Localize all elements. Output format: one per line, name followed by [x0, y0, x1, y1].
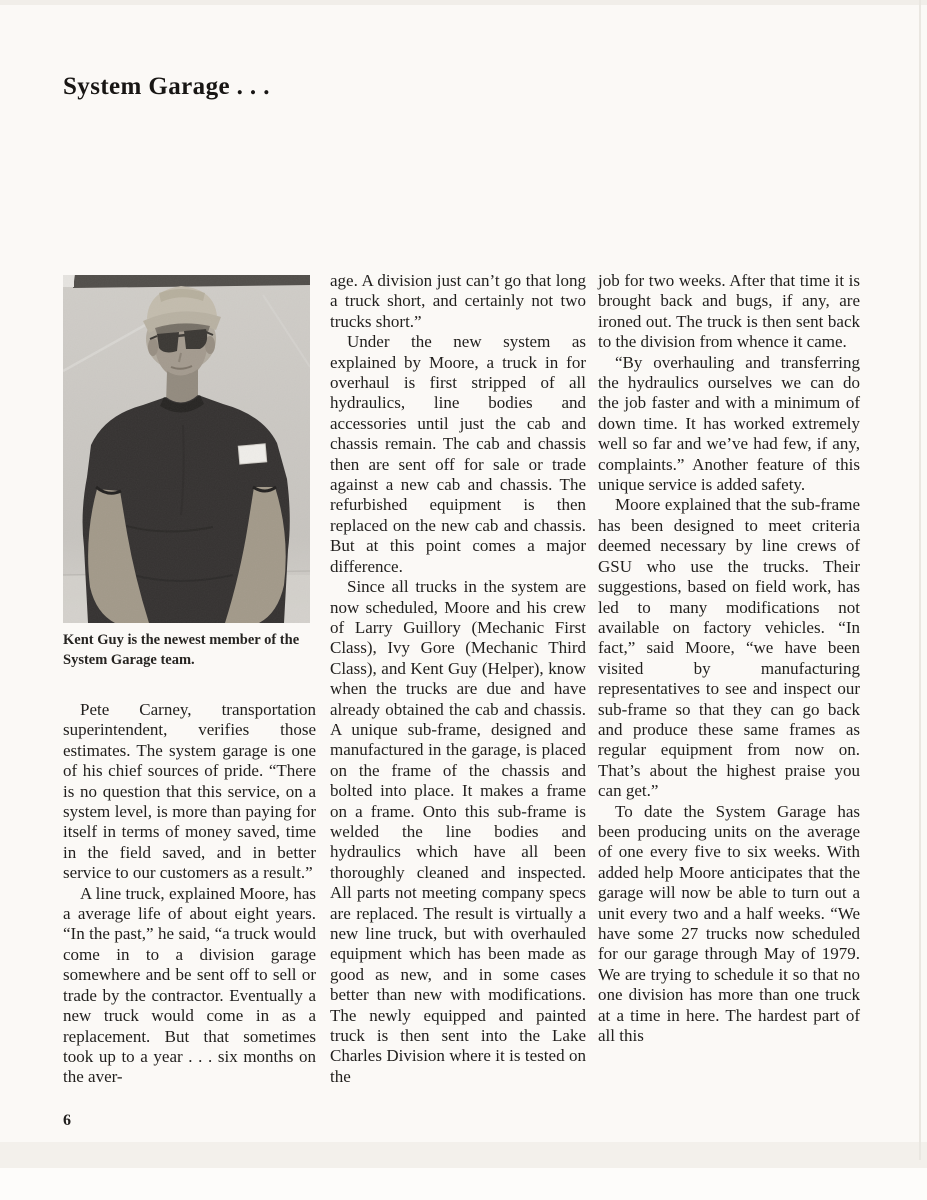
article-photo: [63, 275, 310, 623]
column-right: [598, 271, 860, 1046]
paragraph: To date the System Garage has been producing units on the average of one every five to six weeks. With added help Moore anticipates that the garage will now be able to turn out a unit every two and a half weeks. “We have some 27 trucks now scheduled for our garage through May of 1979. We are trying to schedule it so that no one division has more than one truck at a time in here. The hardest part of all this: [598, 801, 860, 1046]
column-left: [63, 700, 316, 1088]
page-edge-bottom-shadow: [0, 1142, 927, 1168]
paragraph: age. A division just can’t go that long a truck short, and certainly not two trucks short.”: [330, 271, 586, 331]
paragraph: Moore explained that the sub-frame has been designed to meet criteria deemed necessary by line crews of GSU who use the trucks. Their suggestions, based on field work, has led to many modifications not available on factory vehicles. “In fact,” said Moore, “we have been visited by manufacturing representatives to see and inspect our sub-frame so that they can go back and produce these same frames as regular equipment from now on. That’s about the highest praise you can get.”: [598, 495, 860, 801]
column-middle: [330, 271, 586, 1087]
paragraph: A line truck, explained Moore, has a average life of about eight years. “In the past,” he said, “a truck would come in to a division garage somewhere and be sent off to sell or trade by the contractor. Eventually a new truck would come in as a replacement. But that sometimes took up to a year . . . six months on the aver-: [63, 883, 316, 1087]
page-title: System Garage . . .: [63, 72, 270, 100]
page-edge-top: [0, 0, 927, 5]
photo-caption: Kent Guy is the newest member of the System Garage team.: [63, 632, 300, 668]
paragraph: Since all trucks in the system are now scheduled, Moore and his crew of Larry Guillory (Mechanic First Class), Ivy Gore (Mechanic Third Class), and Kent Guy (Helper), know when the trucks are due and have already obtained the cab and chassis. A unique sub-frame, designed and manufactured in the garage, is placed on the frame of the chassis and bolted into place. It makes a frame on a frame. Onto this sub-frame is welded the line bodies and hydraulics which have all been thoroughly cleaned and inspected. All parts not meeting company specs are replaced. The result is virtually a new line truck, but with overhauled equipment which has been made as good as new, and in some cases better than new with modifications. The newly equipped and painted truck is then sent into the Lake Charles Division where it is tested on the: [330, 577, 586, 1086]
page-edge-right: [919, 0, 921, 1160]
paragraph: Under the new system as explained by Moore, a truck in for overhaul is first stripped of all hydraulics, line bodies and accessories until just the cab and chassis remain. The cab and chassis then are sent off for sale or trade against a new cab and chassis. The refurbished equipment is then replaced on the new cab and chassis. But at this point comes a major difference.: [330, 332, 586, 576]
kent-guy-portrait-photo: [63, 275, 310, 623]
paragraph: “By overhauling and transferring the hydraulics ourselves we can do the job faster and with a minimum of down time. It has worked extremely well so far and we’ve had few, if any, complaints.” Another feature of this unique service is added safety.: [598, 352, 860, 495]
page-number: 6: [63, 1112, 71, 1129]
page-edge-bottom: [0, 1168, 927, 1200]
paragraph: Pete Carney, transportation superintendent, verifies those estimates. The system garage is one of his chief sources of pride. “There is no question that this service, on a system level, is more than paying for itself in terms of money saved, time in the field saved, and in better service to our customers as a result.”: [63, 700, 316, 883]
paragraph: job for two weeks. After that time it is brought back and bugs, if any, are ironed out. The truck is then sent back to the division from whence it came.: [598, 271, 860, 352]
